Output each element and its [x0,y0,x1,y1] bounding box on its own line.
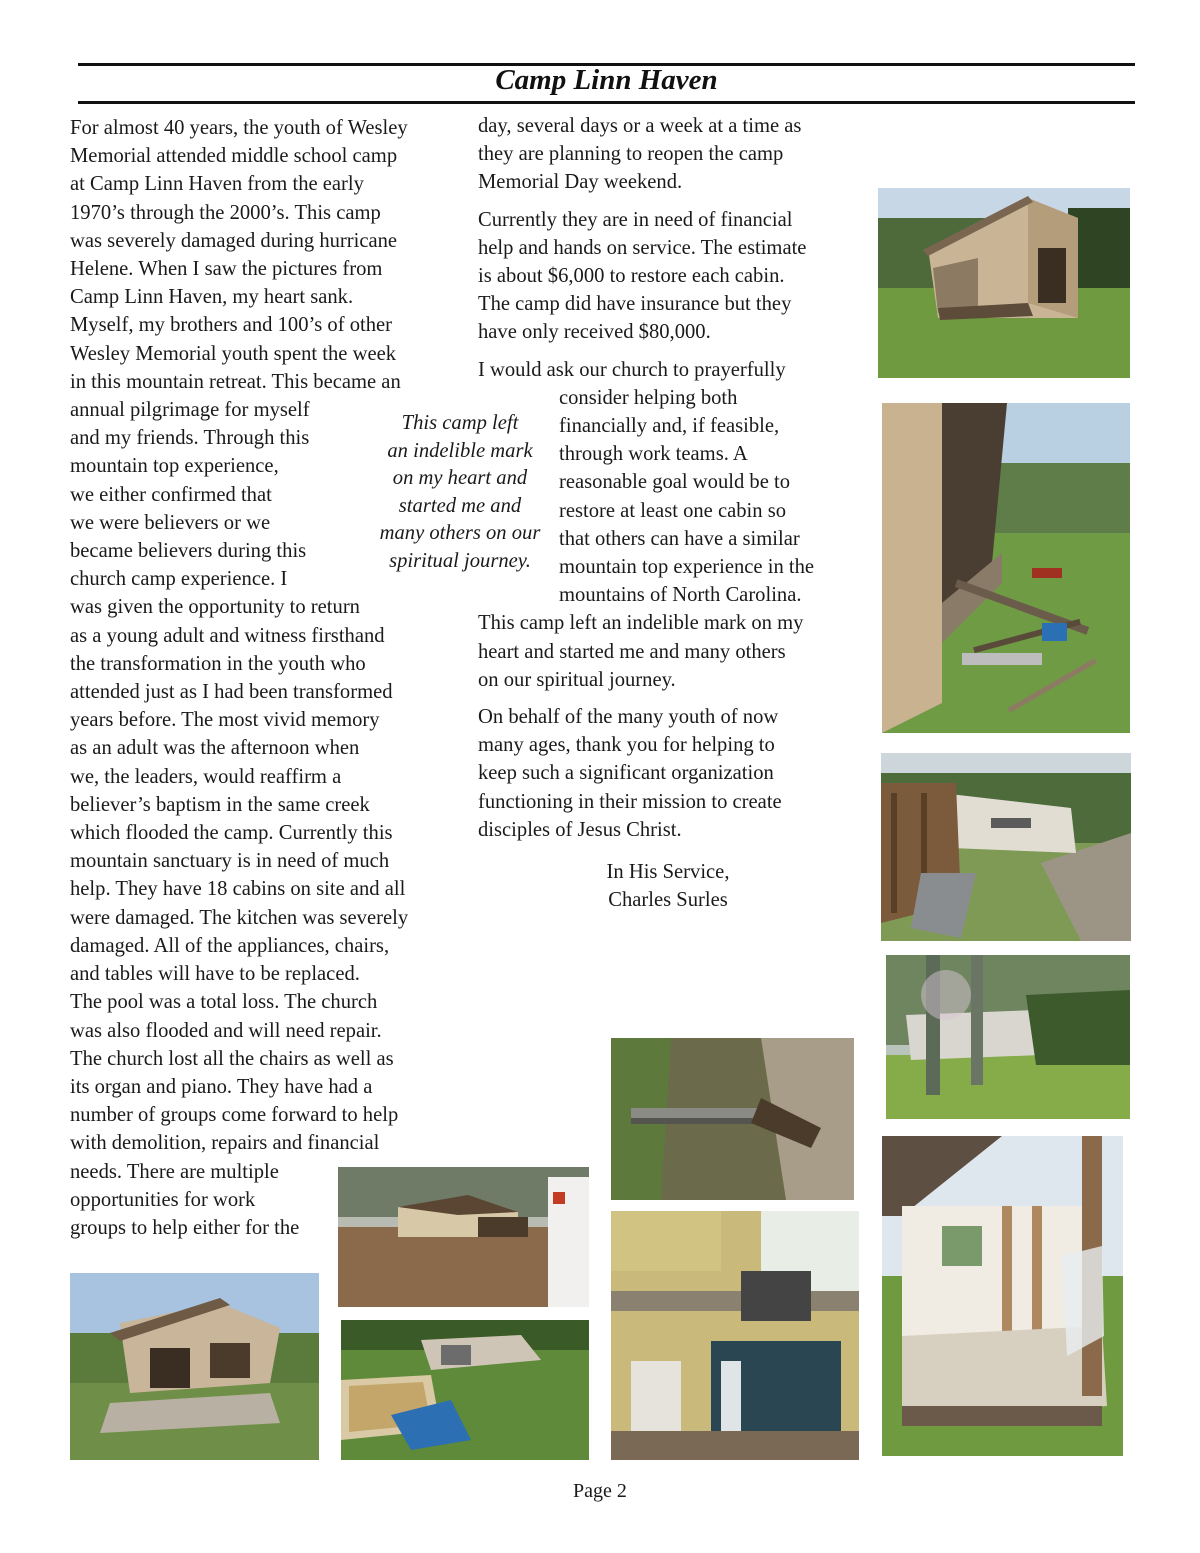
text-line: was also flooded and will need repair. [70,1019,382,1042]
photo-rv-in-trees [886,955,1130,1119]
text-line: mountain top experience in the [559,556,815,579]
text-line: they are planning to reopen the camp [478,143,784,166]
photo-flooded-creek-bridge [611,1038,854,1200]
paragraph-4 [478,609,868,694]
text-line: was given the opportunity to return [70,596,360,619]
text-line: as a young adult and witness firsthand [70,624,385,647]
text-line: that others can have a similar [559,527,800,550]
photo-gutted-cabin-interior [882,1136,1123,1456]
text-line: the transformation in the youth who [70,652,366,675]
text-line: started me and [398,494,522,517]
text-line: This camp left [401,412,519,434]
text-line: on our spiritual journey. [478,668,676,691]
text-line: functioning in their mission to create [478,790,782,813]
text-line: through work teams. A [559,443,748,466]
article-column-1 [70,114,460,1242]
paragraph-3-first: I would ask our church to prayerfully [478,358,786,381]
text-line: spiritual journey. [389,549,531,572]
text-line: attended just as I had been transformed [70,681,393,704]
text-line: we, the leaders, would reaffirm a [70,765,342,788]
paragraph-3 [478,356,868,610]
photo-cabin-porch-debris [882,403,1130,733]
text-line: Myself, my brothers and 100’s of other [70,314,393,337]
article-column-2 [478,112,868,914]
signature: Charles Surles [608,889,728,912]
photo-aerial-pool-camp [341,1320,589,1460]
text-line: its organ and piano. They have had a [70,1075,373,1098]
text-line: disciples of Jesus Christ. [478,818,682,841]
text-line: with demolition, repairs and financial [70,1132,380,1155]
text-line: mountains of North Carolina. [559,584,802,607]
text-line: The church lost all the chairs as well as [70,1047,394,1070]
text-line: mountain top experience, [70,455,279,478]
text-line: help and hands on service. The estimate [478,236,807,259]
text-line: and my friends. Through this [70,427,310,450]
text-line: is about $6,000 to restore each cabin. [478,265,785,288]
text-line: was severely damaged during hurricane [70,229,398,252]
paragraph-1 [478,112,868,197]
text-line: many ages, thank you for helping to [478,734,775,757]
text-line: The camp did have insurance but they [478,293,792,316]
page-number: Page 2 [573,1480,627,1502]
text-line: help. They have 18 cabins on site and all [70,878,406,901]
text-line: opportunities for work [70,1188,256,1211]
text-line: On behalf of the many youth of now [478,706,779,729]
text-line: For almost 40 years, the youth of Wesley [70,117,408,139]
text-line: which flooded the camp. Currently this [70,822,393,845]
photo-rv-wreckage [881,753,1131,941]
page-title: Camp Linn Haven [495,64,718,96]
text-line: financially and, if feasible, [559,415,780,438]
text-line: an indelible mark [387,439,533,462]
text-line: The pool was a total loss. The church [70,991,378,1014]
text-line: Camp Linn Haven, my heart sank. [70,286,354,309]
header-rule-bottom [78,101,1135,104]
text-line: restore at least one cabin so [559,499,787,522]
text-line: mountain sanctuary is in need of much [70,850,390,873]
text-line: Helene. When I saw the pictures from [70,258,383,281]
text-line: groups to help either for the [70,1216,300,1239]
text-line: church camp experience. I [70,568,288,591]
text-line: became believers during this [70,540,307,563]
text-line: in this mountain retreat. This became an [70,370,401,393]
text-line: on my heart and [392,467,528,489]
text-line: This camp left an indelible mark on my [478,612,804,635]
photo-damaged-kitchen [611,1211,859,1460]
text-line: annual pilgrimage for myself [70,399,310,422]
text-line: number of groups come forward to help [70,1104,399,1127]
text-line: needs. There are multiple [70,1160,279,1183]
text-line: Wesley Memorial youth spent the week [70,342,397,365]
text-line: as an adult was the afternoon when [70,737,360,760]
text-line: and tables will have to be replaced. [70,963,360,986]
closing: In His Service, [606,861,730,884]
text-line: believer’s baptism in the same creek [70,793,370,816]
photo-cabin-on-hill [70,1273,319,1460]
photo-flooded-buildings [338,1167,589,1307]
text-line: reasonable goal would be to [559,471,791,494]
text-line: we either confirmed that [70,483,272,506]
text-line: have only received $80,000. [478,321,711,344]
text-line: at Camp Linn Haven from the early [70,173,364,196]
text-line: heart and started me and many others [478,640,786,663]
text-line: 1970’s through the 2000’s. This camp [70,201,381,224]
text-line: keep such a significant organization [478,762,774,785]
text-line: damaged. All of the appliances, chairs, [70,934,390,957]
text-line: many others on our [379,522,541,544]
text-line: we were believers or we [70,511,271,534]
text-line: years before. The most vivid memory [70,709,380,732]
paragraph-2 [478,206,868,347]
paragraph-5 [478,703,868,844]
text-line: Memorial attended middle school camp [70,145,398,168]
text-line: were damaged. The kitchen was severely [70,906,409,929]
text-line: Memorial Day weekend. [478,171,683,194]
text-line: consider helping both [559,386,738,409]
text-line: Currently they are in need of financial [478,208,793,231]
photo-damaged-cabin [878,188,1130,378]
text-line: day, several days or a week at a time as [478,115,802,137]
